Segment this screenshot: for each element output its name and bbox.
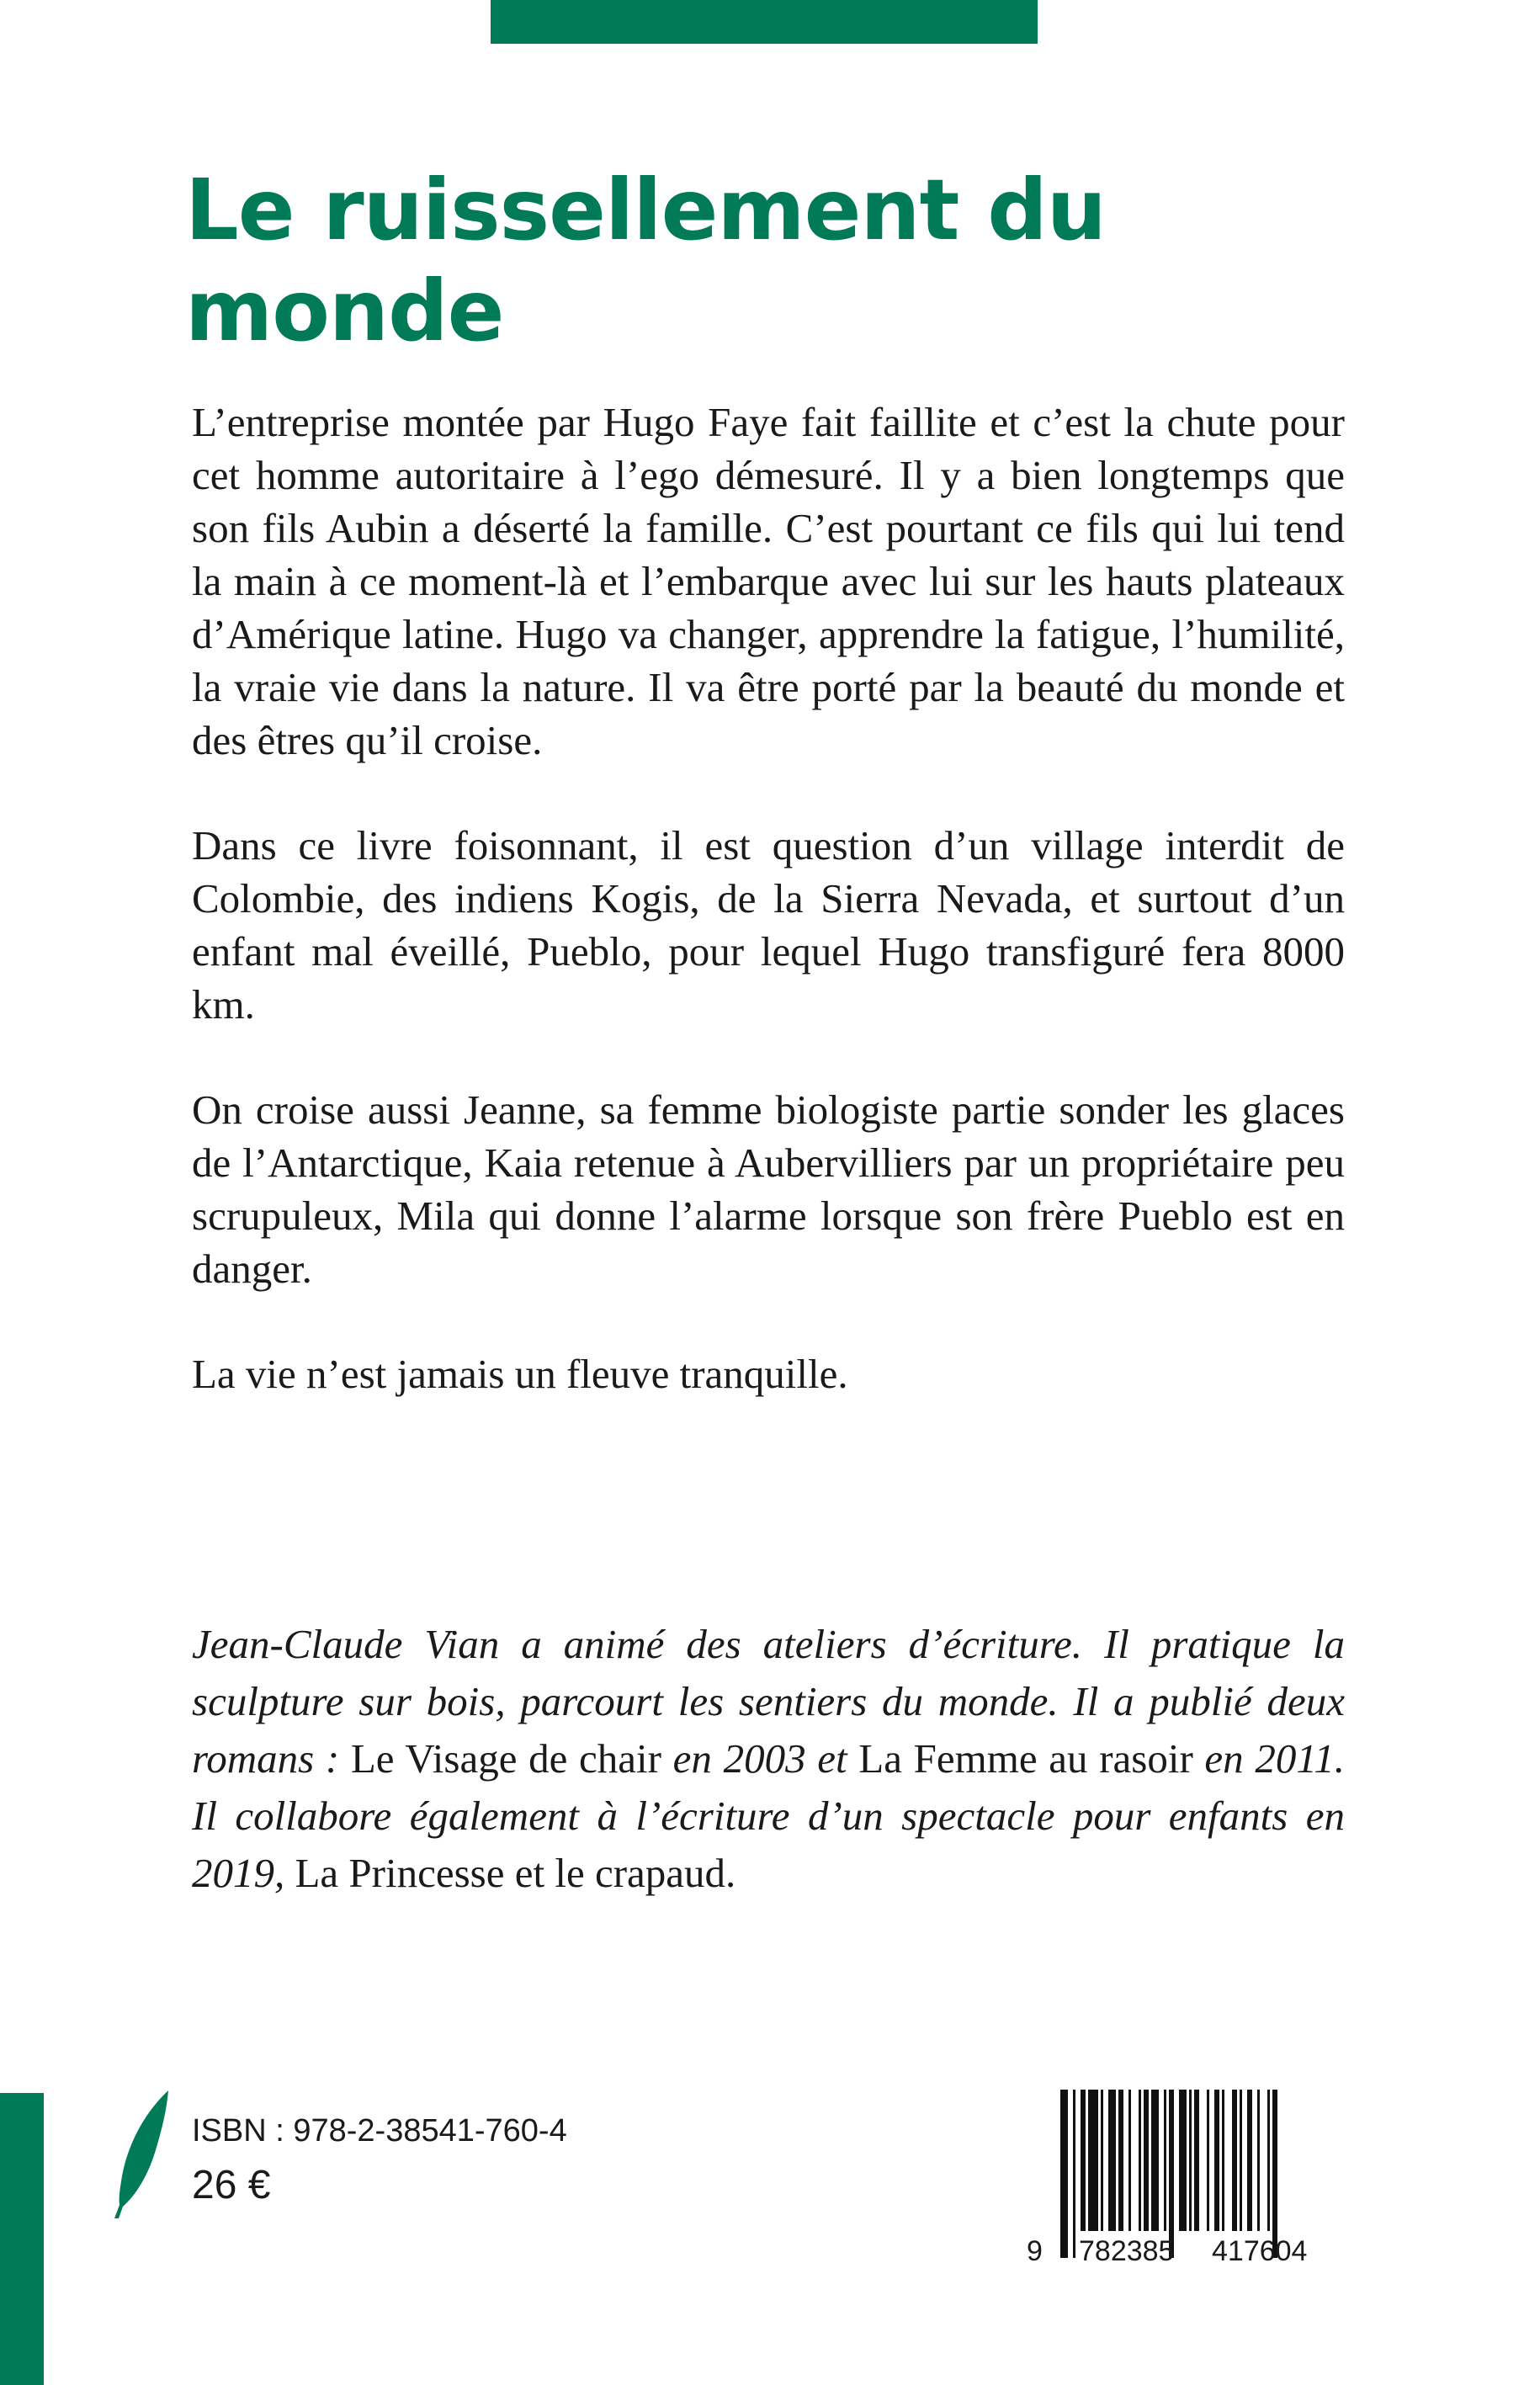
barcode-bar <box>1060 2090 1068 2258</box>
bio-text: en 2003 et <box>661 1735 859 1782</box>
price: 26 € <box>192 2163 271 2207</box>
barcode-bar <box>1247 2090 1252 2231</box>
barcode-bar <box>1081 2090 1086 2231</box>
barcode-bar <box>1179 2090 1187 2231</box>
blurb <box>192 396 1345 1453</box>
barcode-bar <box>1088 2090 1098 2231</box>
blurb-paragraph: L’entreprise montée par Hugo Faye fait faillite et c’est la chute pour cet homme autoritaire à l’ego démesuré. Il y a bien longtemps que son fils Aubin a déserté la famille. C’est pourtant ce fils qui lui tend la main à ce moment-là et l’embarque avec lui sur les hauts plateaux d’Amérique latine. Hugo va changer, apprendre la fatigue, l’humilité, la vraie vie dans la nature. Il va être porté par la beauté du monde et des êtres qu’il croise. <box>192 399 1345 763</box>
barcode-bar <box>1222 2090 1224 2231</box>
barcode-bar <box>1194 2090 1199 2231</box>
barcode-bar <box>1108 2090 1116 2231</box>
barcode <box>1027 2090 1346 2271</box>
barcode-bar <box>1189 2090 1192 2231</box>
side-accent-bar <box>0 2093 44 2385</box>
blurb-paragraph: La vie n’est jamais un fleuve tranquille. <box>192 1351 848 1397</box>
barcode-bar <box>1240 2090 1242 2231</box>
top-accent-bar <box>491 0 1038 44</box>
feather-icon <box>111 2087 172 2222</box>
barcode-bar <box>1139 2090 1141 2231</box>
barcode-bar <box>1272 2090 1277 2258</box>
barcode-bar <box>1118 2090 1123 2231</box>
bio-text: Jean-Claude Vian a animé des ateliers d’écriture. Il pratique la sculpture sur bois, parcourt les sentiers du monde. Il a publié deux romans : <box>192 1621 1345 1782</box>
barcode-bar <box>1151 2090 1159 2231</box>
barcode-bar <box>1144 2090 1149 2231</box>
book-title: Le ruissellement du monde <box>185 161 1106 360</box>
barcode-bar <box>1257 2090 1260 2231</box>
barcode-digit-first: 9 <box>1027 2235 1043 2267</box>
author-bio <box>192 1616 1345 1902</box>
barcode-digits-left: 782385 <box>1079 2235 1175 2267</box>
barcode-bar <box>1232 2090 1237 2231</box>
bio-book-title: Le Visage de chair <box>350 1735 661 1782</box>
barcode-bar <box>1169 2090 1174 2258</box>
blurb-paragraph: Dans ce livre foisonnant, il est question d’un village interdit de Colombie, des indiens Kogis, de la Sierra Nevada, et surtout d’un enfant mal éveillé, Pueblo, pour lequel Hugo transfiguré fera 8000 km. <box>192 822 1345 1028</box>
barcode-bar <box>1164 2090 1166 2231</box>
barcode-digits-right: 417604 <box>1212 2235 1308 2267</box>
bio-text: en 2011. Il collabore également à l’écriture d’un spectacle pour enfants en 2019, <box>192 1735 1345 1896</box>
bio-book-title: La Princesse et le crapaud. <box>295 1850 736 1896</box>
barcode-bar <box>1101 2090 1103 2231</box>
barcode-bar <box>1214 2090 1219 2231</box>
book-meta <box>192 2109 567 2212</box>
barcode-bar <box>1128 2090 1131 2231</box>
barcode-bar <box>1073 2090 1075 2258</box>
blurb-paragraph: On croise aussi Jeanne, sa femme biologiste partie sonder les glaces de l’Antarctique, Kaia retenue à Aubervilliers par un propriétaire peu scrupuleux, Mila qui donne l’alarme lorsque son frère Pueblo est en danger. <box>192 1086 1345 1292</box>
bio-book-title: La Femme au rasoir <box>858 1735 1193 1782</box>
barcode-bar <box>1267 2090 1270 2231</box>
isbn: ISBN : 978-2-38541-760-4 <box>192 2113 567 2149</box>
barcode-bar <box>1207 2090 1209 2231</box>
